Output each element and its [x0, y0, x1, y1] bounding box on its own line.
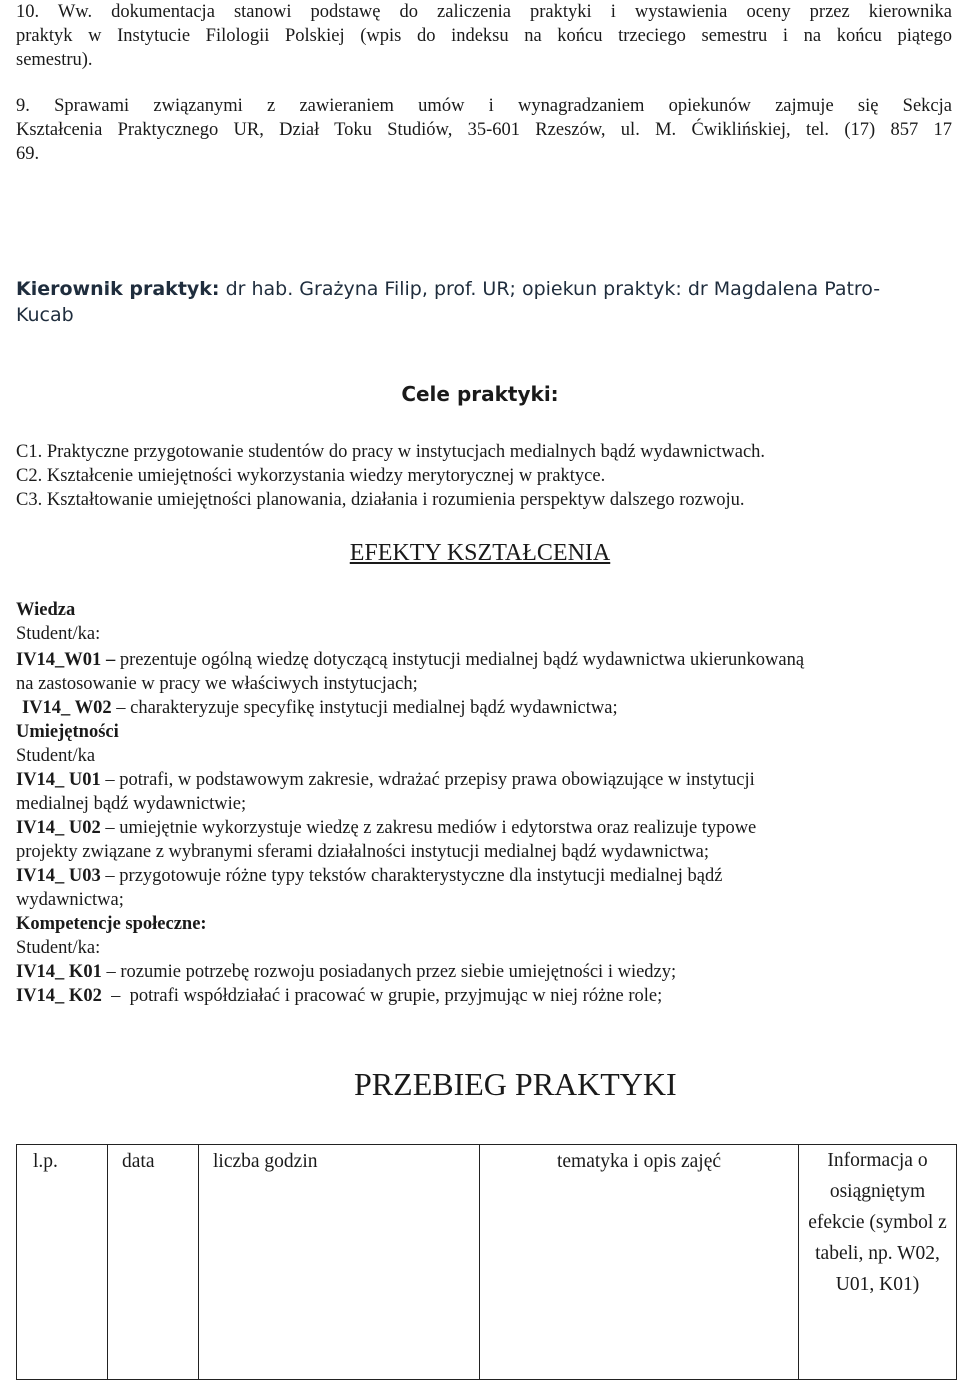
- competences-heading: Kompetencje społeczne:: [16, 914, 207, 934]
- effects-title: EFEKTY KSZTAŁCENIA: [349, 540, 611, 566]
- effect-k01-code: IV14_ K01: [16, 962, 102, 982]
- effect-w01-code: IV14_W01: [16, 650, 102, 670]
- goals-title: Cele praktyki:: [401, 382, 559, 406]
- supervisor-info: [16, 276, 952, 328]
- effect-w02: [22, 696, 618, 720]
- effect-k02-text: – potrafi współdziałać i pracować w grupie, przyjmując w niej różne role;: [101, 986, 663, 1006]
- effect-u03-code: IV14_ U03: [16, 866, 101, 886]
- effect-k02-code: IV14_ K02: [16, 986, 102, 1006]
- paragraph-9-line1: 9. Sprawami związanymi z zawieraniem umów i wynagradzaniem opiekunów zajmuje się Sekcja: [16, 96, 952, 116]
- effect-u02: [16, 816, 756, 840]
- supervisor-text-cont: Kucab: [16, 304, 74, 326]
- skills-heading: Umiejętności: [16, 722, 119, 742]
- paragraph-9: [16, 94, 952, 166]
- effect-w01-dash: –: [101, 650, 120, 670]
- paragraph-10-line2: praktyk w Instytucie Filologii Polskiej (wpis do indeksu na końcu trzeciego semestru i na końcu piątego: [16, 26, 952, 46]
- effect-u01: [16, 768, 755, 792]
- effect-u01-cont: medialnej bądź wydawnictwie;: [16, 794, 247, 814]
- effect-w02-text: – charakteryzuje specyfikę instytucji medialnej bądź wydawnictwa;: [111, 698, 618, 718]
- effect-k02: [16, 984, 662, 1008]
- paragraph-10-line1: 10. Ww. dokumentacja stanowi podstawę do zaliczenia praktyki i wystawienia oceny przez kierownika: [16, 2, 952, 22]
- paragraph-9-line2: Kształcenia Praktycznego UR, Dział Toku Studiów, 35-601 Rzeszów, ul. M. Ćwiklińskiej, tel. (17) 857 17: [16, 120, 952, 140]
- effect-u03-text: – przygotowuje różne typy tekstów charakterystyczne dla instytucji medialnej bądź: [100, 866, 723, 886]
- header-lp: l.p.: [17, 1145, 108, 1380]
- course-table: [16, 1144, 957, 1380]
- student-label-1: Student/ka:: [16, 624, 101, 644]
- effect-u03: [16, 864, 722, 888]
- student-label-3: Student/ka:: [16, 938, 101, 958]
- effect-w01-cont: na zastosowanie w pracy we właściwych instytucjach;: [16, 674, 418, 694]
- effect-w02-code: IV14_ W02: [22, 698, 112, 718]
- effect-u01-text: – potrafi, w podstawowym zakresie, wdrażać przepisy prawa obowiązujące w instytucji: [100, 770, 755, 790]
- effect-k01-text: – rozumie potrzebę rozwoju posiadanych przez siebie umiejętności i wiedzy;: [101, 962, 677, 982]
- effect-u02-code: IV14_ U02: [16, 818, 101, 838]
- effect-u03-cont: wydawnictwa;: [16, 890, 124, 910]
- header-data: data: [108, 1145, 199, 1380]
- paragraph-9-line3: 69.: [16, 144, 40, 164]
- supervisor-text: dr hab. Grażyna Filip, prof. UR; opiekun praktyk: dr Magdalena Patro-: [219, 278, 881, 300]
- course-table-header-row: [17, 1145, 957, 1380]
- paragraph-10: [16, 0, 952, 72]
- effect-w01-text: prezentuje ogólną wiedzę dotyczącą instytucji medialnej bądź wydawnictwa ukierunkowaną: [119, 650, 805, 670]
- effect-u01-code: IV14_ U01: [16, 770, 101, 790]
- goal-c2: C2. Kształcenie umiejętności wykorzystania wiedzy merytorycznej w praktyce.: [16, 466, 606, 486]
- paragraph-10-line3: semestru).: [16, 50, 93, 70]
- header-topic: tematyka i opis zajęć: [480, 1145, 799, 1380]
- student-label-2: Student/ka: [16, 746, 96, 766]
- header-effect-info: Informacja o osiągniętym efekcie (symbol z tabeli, np. W02, U01, K01): [799, 1145, 957, 1380]
- supervisor-label: Kierownik praktyk:: [16, 278, 220, 300]
- effect-k01: [16, 960, 676, 984]
- goal-c3: C3. Kształtowanie umiejętności planowania, działania i rozumienia perspektyw dalszego rozwoju.: [16, 490, 745, 510]
- effect-u02-cont: projekty związane z wybranymi sferami działalności instytucji medialnej bądź wydawnictwa;: [16, 842, 709, 862]
- course-title: PRZEBIEG PRAKTYKI: [354, 1066, 677, 1102]
- goal-c1: C1. Praktyczne przygotowanie studentów do pracy w instytucjach medialnych bądź wydawnictwach.: [16, 442, 766, 462]
- effect-u02-text: – umiejętnie wykorzystuje wiedzę z zakresu mediów i edytorstwa oraz realizuje typowe: [100, 818, 757, 838]
- header-hours: liczba godzin: [199, 1145, 480, 1380]
- knowledge-heading: Wiedza: [16, 600, 76, 620]
- effect-w01: [16, 648, 952, 672]
